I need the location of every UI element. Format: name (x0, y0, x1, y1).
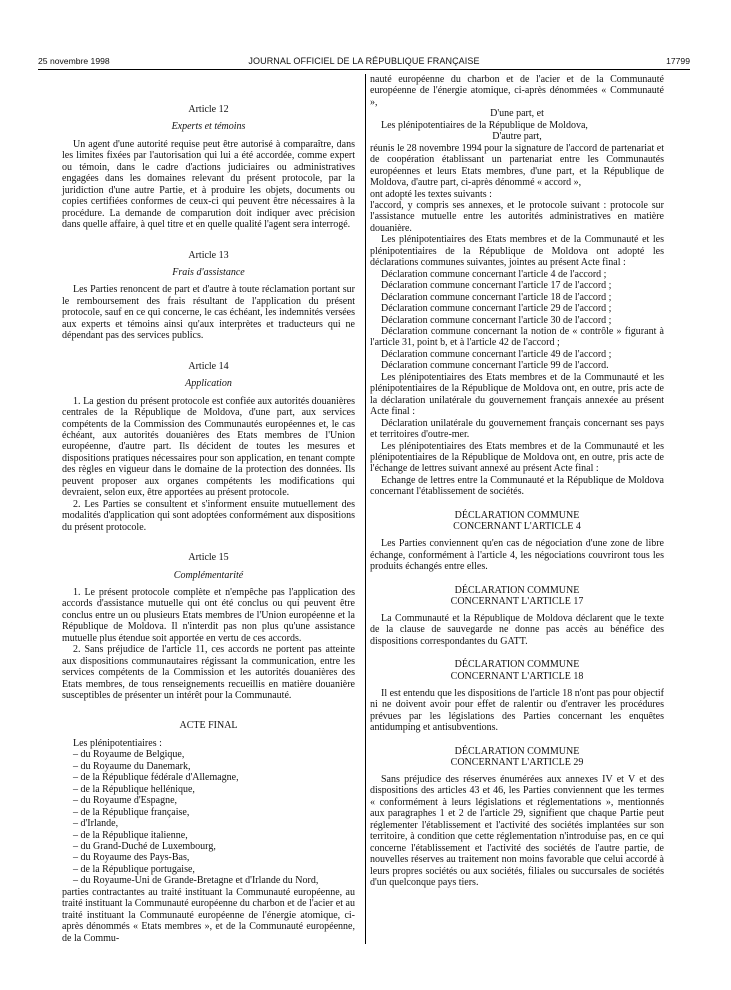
declarations-list (370, 269, 664, 372)
list-item: Déclaration commune concernant l'article 4 de l'accord ; (381, 268, 607, 280)
acte-final-intro: Les plénipotentiaires : (73, 737, 162, 749)
declaration-title: DÉCLARATION COMMUNE (454, 584, 580, 596)
article-14-subtitle: Application (185, 378, 232, 390)
article-15-paragraph-1: 1. Le présent protocole complète et n'empêche pas l'application des accords d'assistance mutuelle qui ont été conclus ou qui peuvent être conclus entre un ou plusieurs Etats membres de l'Union européenne et la République de Moldova. Il n'interdit pas non plus qu'une assistance mutuelle plus étendue soit apportée en vertu de ces accords. (62, 586, 355, 644)
right-paragraph-2: D'une part, et (490, 108, 544, 120)
declaration-subtitle: CONCERNANT L'ARTICLE 29 (450, 756, 584, 768)
acte-final-continuation: parties contractantes au traité instituant la Communauté européenne, au traité instituant la Communauté européenne du charbon et de l'acier et au traité instituant la Communauté européenne de l'énergie atomique, ci-après dénommés « Etats membres », et de la Communauté européenne, de la Commu- (62, 886, 355, 944)
right-paragraph-6: ont adopté les textes suivants : (370, 188, 492, 200)
declaration-title: DÉCLARATION COMMUNE (454, 745, 580, 757)
declaration-article-17-text: La Communauté et la République de Moldova déclarent que le texte de la clause de sauvegarde ne donne pas accès au bénéfice des dispositions correspondantes du GATT. (370, 612, 664, 647)
article-13-title: Article 13 (188, 249, 229, 261)
right-paragraph-11: Les plénipotentiaires des Etats membres et de la Communauté et les plénipotentiaires de la République de Moldova ont, en outre, pris acte de l'échange de lettres suivant annexé au présent Acte final : (370, 440, 664, 475)
declaration-title: DÉCLARATION COMMUNE (454, 659, 580, 671)
list-item: Déclaration commune concernant l'article 18 de l'accord ; (381, 291, 612, 303)
article-14-paragraph-1: 1. La gestion du présent protocole est confiée aux autorités douanières centrales de la République de Moldova, d'une part, aux services compétents de la Commission des Communautés européennes et, le cas échéant, aux autorités douanières des Etats membres de l'Union européenne, d'autre part. Ils décident de toutes les mesures et dispositions pratiques nécessaires pour son application, en tenant compte des règles en vigueur dans le domaine de la protection des données. Ils peuvent proposer aux organes compétents les modifications qui devraient, selon eux, être apportées au présent protocole. (62, 395, 355, 499)
list-item: Déclaration commune concernant la notion de « contrôle » figurant à l'article 31, point b, et à l'article 42 de l'accord ; (370, 325, 664, 349)
list-item: Déclaration commune concernant l'article 49 de l'accord ; (381, 348, 612, 360)
declaration-article-18-text: Il est entendu que les dispositions de l'article 18 n'ont pas pour objectif ni ne doivent avoir pour effet de ralentir ou d'entraver les procédures prévues par les législations des Parties concernant les enquêtes antidumping et antisubventions. (370, 687, 664, 734)
article-12-title: Article 12 (188, 104, 229, 115)
list-item: – d'Irlande, (73, 818, 119, 830)
article-15-title: Article 15 (188, 552, 229, 564)
list-item: – du Royaume du Danemark, (73, 760, 191, 772)
article-13-subtitle: Frais d'assistance (172, 266, 245, 278)
list-item: – du Royaume-Uni de Grande-Bretagne et d'Irlande du Nord, (73, 875, 319, 887)
list-item: – du Royaume de Belgique, (73, 749, 185, 761)
declaration-article-29-text: Sans préjudice des réserves énumérées aux annexes IV et V et des dispositions des articles 43 et 46, les Parties conviennent que les termes « conformément à leurs législations et réglementations », mentionnés aux paragraphes 1 et 2 de l'article 29, signifient que chaque Partie peut réglementer l'établissement et l'activité des sociétés implantées sur son territoire, à condition que cette réglementation n'introduise pas, en ce qui concerne l'établissement et l'activité des sociétés de l'autre partie, de nouvelles réserves au traitement non moins favorable que celui accordé à leurs propres sociétés ou aux sociétés, filiales ou succursales de sociétés d'un quelconque pays tiers. (370, 773, 664, 888)
list-item: Déclaration commune concernant l'article 99 de l'accord. (381, 360, 609, 372)
article-14-paragraph-2: 2. Les Parties se consultent et s'informent ensuite mutuellement des modalités d'application qui sont adoptées conformément aux dispositions du présent protocole. (62, 498, 355, 533)
list-item: – de la République française, (73, 806, 190, 818)
page-header (38, 56, 690, 70)
article-15-paragraph-2: 2. Sans préjudice de l'article 11, ces accords ne portent pas atteinte aux dispositions communautaires régissant la communication, entre les services compétents de la Commission et les autorités douanières des Etats membres, de tous renseignements recueillis en matière douanière susceptibles de présenter un intérêt pour la Communauté. (62, 644, 355, 702)
declaration-title: DÉCLARATION COMMUNE (454, 509, 580, 521)
list-item: Déclaration commune concernant l'article 30 de l'accord ; (381, 314, 612, 326)
declaration-article-29-heading (370, 746, 664, 768)
right-paragraph-1: nauté européenne du charbon et de l'acier et de la Communauté européenne de l'énergie atomique, ci-après dénommées « Communauté », (370, 74, 664, 108)
article-14-title: Article 14 (188, 360, 229, 372)
list-item: – de la République italienne, (73, 829, 188, 841)
header-journal-title: JOURNAL OFFICIEL DE LA RÉPUBLIQUE FRANÇAISE (248, 56, 480, 66)
left-column (62, 74, 355, 944)
header-rule (38, 69, 690, 70)
right-paragraph-12: Echange de lettres entre la Communauté et la République de Moldova concernant l'établissement de sociétés. (370, 474, 664, 498)
right-paragraph-8: Les plénipotentiaires des Etats membres et de la Communauté et les plénipotentiaires de la République de Moldova ont adopté les déclarations communes suivantes, jointes au présent Acte final : (370, 234, 664, 269)
declaration-subtitle: CONCERNANT L'ARTICLE 18 (450, 670, 584, 682)
list-item: Déclaration commune concernant l'article 29 de l'accord ; (381, 303, 612, 315)
right-paragraph-5: réunis le 28 novembre 1994 pour la signature de l'accord de partenariat et de coopération établissant un partenariat entre les Communautés européennes et leurs Etats membres, d'une part, et la République de Moldova, d'autre part, ci-après dénommé « accord », (370, 142, 664, 189)
declaration-article-4-text: Les Parties conviennent qu'en cas de négociation d'une zone de libre échange, conformément à l'article 4, les négociations couvriront tous les produits échangés entre elles. (370, 538, 664, 573)
right-paragraph-9: Les plénipotentiaires des Etats membres et de la Communauté et les plénipotentiaires de la République de Moldova ont, en outre, pris acte de la déclaration unilatérale du gouvernement français annexée au présent Acte final : (370, 371, 664, 418)
column-divider (365, 74, 366, 944)
list-item: – du Royaume des Pays-Bas, (73, 852, 190, 864)
list-item: – du Royaume d'Espagne, (73, 795, 178, 807)
right-paragraph-7: l'accord, y compris ses annexes, et le protocole suivant : protocole sur l'assistance mutuelle entre les autorités administratives en matière douanière. (370, 199, 664, 234)
article-12-subtitle: Experts et témoins (171, 121, 246, 133)
right-column (370, 74, 664, 888)
list-item: – de la République fédérale d'Allemagne, (73, 772, 239, 784)
header-date: 25 novembre 1998 (38, 56, 110, 66)
list-item: – de la République portugaise, (73, 863, 195, 875)
right-paragraph-10: Déclaration unilatérale du gouvernement français concernant ses pays et territoires d'outre-mer. (370, 417, 664, 441)
article-15-subtitle: Complémentarité (173, 569, 244, 581)
declaration-article-18-heading (370, 659, 664, 681)
article-12-paragraph: Un agent d'une autorité requise peut être autorisé à comparaître, dans les limites fixées par l'autorisation qui lui a été accordée, comme expert ou témoin, dans le cadre d'actions judiciaires ou administratives engagées dans les domaines relevant du présent protocole, par la juridiction d'une autre Partie, et à produire les objets, documents ou copies certifiées conformes de ceux-ci qui peuvent être nécessaires à la procédure. La demande de comparution doit indiquer avec précision dans quelle affaire, à quel titre et en quelle qualité l'agent sera interrogé. (62, 138, 355, 231)
declaration-subtitle: CONCERNANT L'ARTICLE 17 (450, 595, 584, 607)
declaration-article-4-heading (370, 510, 664, 532)
acte-final-title: ACTE FINAL (179, 720, 238, 732)
right-paragraph-3: Les plénipotentiaires de la République de Moldova, (381, 119, 588, 131)
article-13-paragraph: Les Parties renoncent de part et d'autre à toute réclamation portant sur le remboursement des frais résultant de l'application du présent protocole, sauf en ce qui concerne, le cas échéant, les indemnités versées aux experts et témoins ainsi qu'aux interprètes et traducteurs qui ne dépendant pas des services publics. (62, 284, 355, 342)
declaration-article-17-heading (370, 585, 664, 607)
declaration-subtitle: CONCERNANT L'ARTICLE 4 (453, 520, 581, 532)
list-item: Déclaration commune concernant l'article 17 de l'accord ; (381, 280, 612, 292)
header-page-number: 17799 (666, 56, 690, 66)
list-item: – de la République hellénique, (73, 783, 195, 795)
plenipotentiaries-list (62, 749, 355, 886)
list-item: – du Grand-Duché de Luxembourg, (73, 841, 216, 853)
right-paragraph-4: D'autre part, (492, 131, 542, 143)
